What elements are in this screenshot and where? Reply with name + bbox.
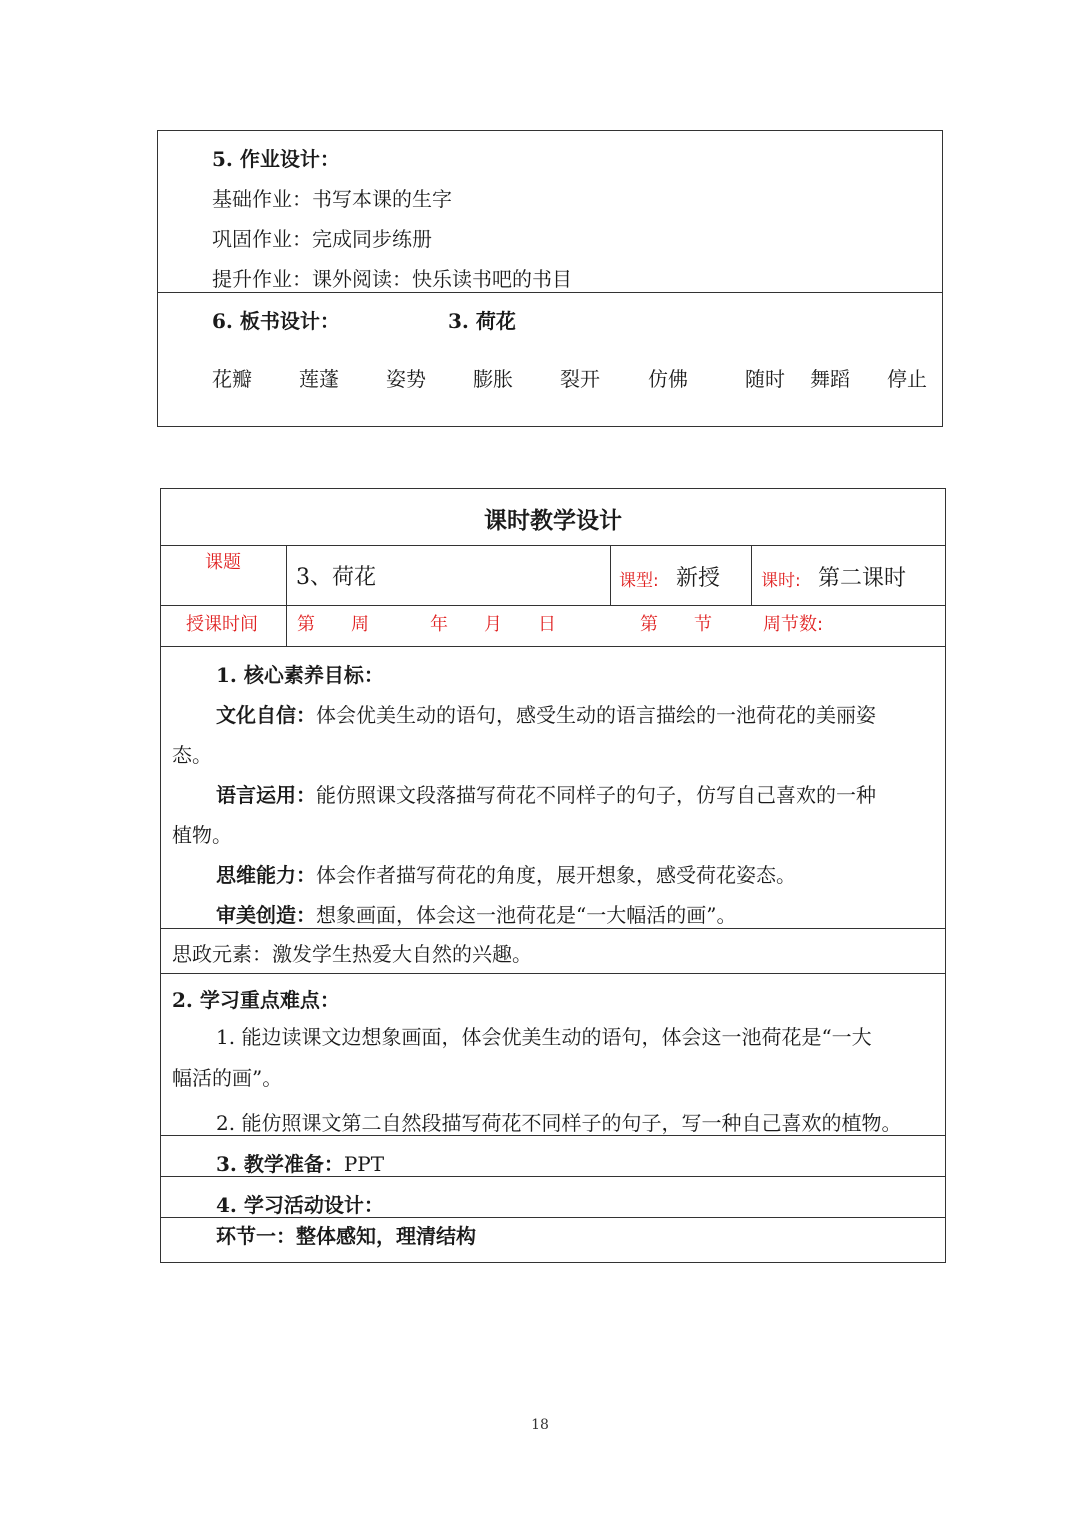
type-label: 课型: [619, 571, 659, 591]
keypoint-2: 2. 能仿照课文第二自然段描写荷花不同样子的句子，写一种自己喜欢的植物。 [216, 1111, 902, 1135]
board-word: 舞蹈 [810, 367, 850, 391]
activity-step-1: 环节一：整体感知，理清结构 [216, 1224, 476, 1248]
period-label: 课时: [761, 571, 801, 591]
goal-aesthetic-label: 审美创造： [216, 903, 316, 927]
goal-culture [216, 699, 876, 728]
topic-label: 课题 [205, 552, 241, 573]
week-label: 第 周 [297, 614, 369, 635]
row-divider [160, 973, 946, 974]
preparation-label: 3. 教学准备： [216, 1152, 344, 1176]
homework-consolidate: 巩固作业：完成同步练册 [212, 227, 432, 251]
goal-culture-text: 体会优美生动的语句，感受生动的语言描绘的一池荷花的美丽姿 [316, 703, 876, 727]
goal-thinking [216, 859, 796, 888]
board-word: 莲蓬 [299, 367, 339, 391]
board-word: 膨胀 [473, 367, 513, 391]
homework-heading: 5. 作业设计： [212, 147, 340, 171]
row-divider [160, 646, 946, 647]
time-label: 授课时间 [186, 614, 258, 635]
homework-basic: 基础作业：书写本课的生字 [212, 187, 452, 211]
keypoint-1: 1. 能边读课文边想象画面，体会优美生动的语句，体会这一池荷花是“一大 [216, 1025, 872, 1049]
goal-language-label: 语言运用： [216, 783, 316, 807]
row-divider [160, 605, 946, 606]
table1-divider [157, 292, 943, 293]
col-divider [751, 545, 752, 605]
goal-aesthetic [216, 899, 736, 928]
section-label: 第 节 [640, 614, 712, 635]
goal-language [216, 779, 876, 808]
page-number: 18 [531, 1417, 549, 1433]
type-value: 新授 [676, 566, 721, 591]
period-value: 第二课时 [818, 566, 907, 591]
keypoint-1-cont: 幅活的画”。 [172, 1066, 283, 1090]
board-word: 姿势 [386, 367, 426, 391]
board-word: 停止 [887, 367, 927, 391]
goal-culture-label: 文化自信： [216, 703, 316, 727]
board-title: 3. 荷花 [448, 309, 516, 333]
row-divider [160, 545, 946, 546]
goal-language-text: 能仿照课文段落描写荷花不同样子的句子，仿写自己喜欢的一种 [316, 783, 876, 807]
col-divider [610, 545, 611, 605]
date-label: 年 月 日 [430, 614, 556, 635]
board-word: 仿佛 [648, 367, 688, 391]
board-word: 裂开 [560, 367, 600, 391]
preparation-value: PPT [343, 1152, 385, 1176]
goal-language-cont: 植物。 [172, 823, 232, 847]
goals-heading: 1. 核心素养目标： [216, 663, 384, 687]
row-divider [160, 928, 946, 929]
col-divider [286, 545, 287, 646]
board-heading: 6. 板书设计： [212, 309, 340, 333]
ideology-element: 思政元素：激发学生热爱大自然的兴趣。 [172, 942, 532, 966]
board-word: 随时 [745, 367, 785, 391]
topic-value: 3、荷花 [296, 565, 376, 590]
goal-thinking-text: 体会作者描写荷花的角度，展开想象，感受荷花姿态。 [316, 863, 796, 887]
weekly-label: 周节数: [763, 614, 824, 635]
goal-thinking-label: 思维能力： [216, 863, 316, 887]
keypoints-heading: 2. 学习重点难点： [172, 988, 340, 1012]
activity-heading: 4. 学习活动设计： [216, 1193, 384, 1217]
homework-advance: 提升作业：课外阅读：快乐读书吧的书目 [212, 267, 572, 291]
goal-aesthetic-text: 想象画面，体会这一池荷花是“一大幅活的画”。 [316, 903, 737, 927]
teaching-preparation [216, 1148, 384, 1177]
table-title: 课时教学设计 [484, 507, 622, 534]
board-word: 花瓣 [212, 367, 252, 391]
goal-culture-cont: 态。 [172, 743, 212, 767]
